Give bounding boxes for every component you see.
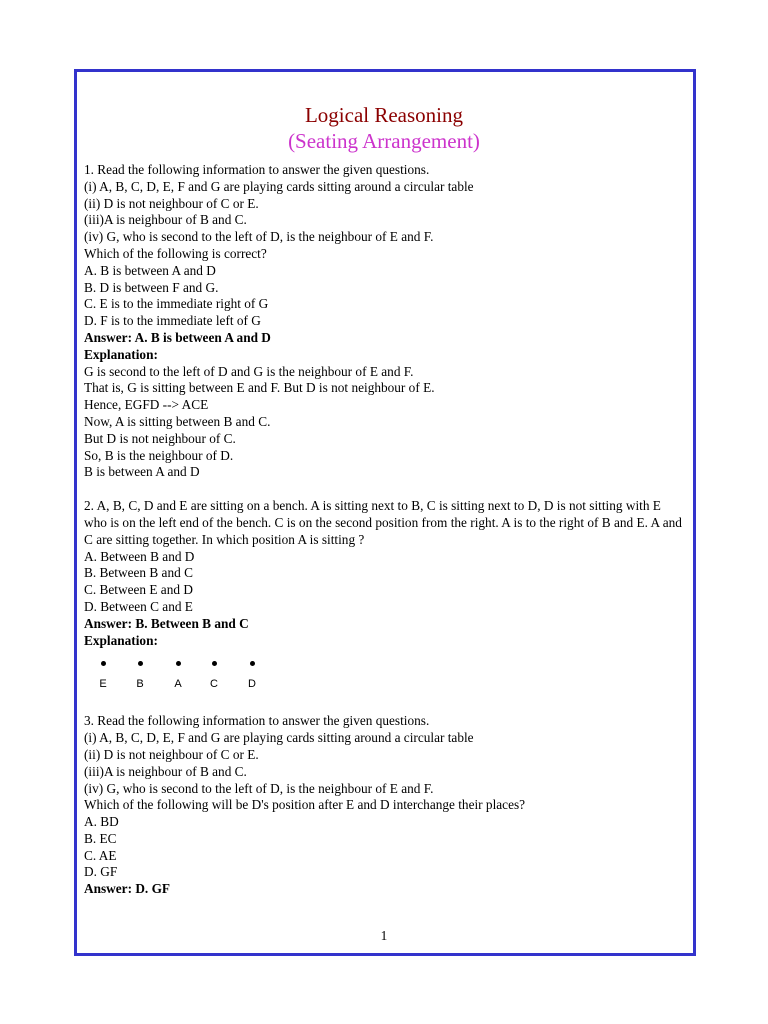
explanation-line: G is second to the left of D and G is the neighbour of E and F. <box>84 363 414 379</box>
document-body <box>84 102 684 898</box>
question-1-answer: Answer: A. B is between A and D <box>84 329 271 345</box>
question-1-option: D. F is to the immediate left of G <box>84 313 261 329</box>
question-3-option: B. EC <box>84 830 117 846</box>
question-3-line: (iv) G, who is second to the left of D, is the neighbour of E and F. <box>84 780 434 796</box>
seat-label: C <box>210 678 218 691</box>
question-1-line: (i) A, B, C, D, E, F and G are playing cards sitting around a circular table <box>84 178 474 194</box>
seat-dot <box>250 661 255 666</box>
question-2-option: D. Between C and E <box>84 598 193 614</box>
question-1-option: A. B is between A and D <box>84 262 216 278</box>
seat-dot <box>101 661 106 666</box>
explanation-line: Now, A is sitting between B and C. <box>84 413 271 429</box>
explanation-line: So, B is the neighbour of D. <box>84 447 234 463</box>
explanation-line: B is between A and D <box>84 464 200 480</box>
question-3-line: (i) A, B, C, D, E, F and G are playing cards sitting around a circular table <box>84 730 474 746</box>
question-2-option: B. Between B and C <box>84 565 193 581</box>
seat-dot <box>138 661 143 666</box>
question-2-answer: Answer: B. Between B and C <box>84 615 249 631</box>
question-3-option: D. GF <box>84 864 118 880</box>
seat-label: B <box>136 678 144 691</box>
question-1-explanation-label: Explanation: <box>84 346 158 362</box>
question-1-line: (iii)A is neighbour of B and C. <box>84 212 247 228</box>
seat <box>93 661 113 693</box>
question-1-line: 1. Read the following information to answer the given questions. <box>84 162 430 177</box>
question-1-line: Which of the following is correct? <box>84 245 267 261</box>
question-3-line: (iii)A is neighbour of B and C. <box>84 763 247 779</box>
page-title: Logical Reasoning <box>304 103 464 127</box>
seat <box>168 661 188 693</box>
question-2-explanation-label: Explanation: <box>84 632 158 648</box>
seat-label: E <box>99 678 107 691</box>
question-2 <box>84 498 684 713</box>
explanation-line: That is, G is sitting between E and F. But D is not neighbour of E. <box>84 380 435 396</box>
question-1-option: C. E is to the immediate right of G <box>84 296 269 312</box>
question-1-option: B. D is between F and G. <box>84 279 219 295</box>
question-2-option: A. Between B and D <box>84 548 195 564</box>
question-3-line: (ii) D is not neighbour of C or E. <box>84 746 259 762</box>
page-subtitle: (Seating Arrangement) <box>288 129 480 153</box>
question-3-line: 3. Read the following information to answer the given questions. <box>84 713 430 729</box>
question-3-answer: Answer: D. GF <box>84 881 171 897</box>
seat <box>242 661 262 693</box>
explanation-line: But D is not neighbour of C. <box>84 430 236 446</box>
question-1 <box>84 162 684 481</box>
seat-dot <box>212 661 217 666</box>
question-2-text: 2. A, B, C, D and E are sitting on a bench. A is sitting next to B, C is sitting next to D, D is not sitting with E who is on the left end of the bench. C is on the second position from the right. A is to the right of B and E. A and C are sitting together. In which position A is sitting ? <box>84 498 682 547</box>
explanation-line: Hence, EGFD --> ACE <box>84 397 209 413</box>
question-2-option: C. Between E and D <box>84 582 193 598</box>
seat-dot <box>176 661 181 666</box>
question-3-option: A. BD <box>84 814 119 830</box>
question-1-line: (ii) D is not neighbour of C or E. <box>84 195 259 211</box>
spacer <box>84 481 684 498</box>
question-1-line: (iv) G, who is second to the left of D, is the neighbour of E and F. <box>84 229 434 245</box>
seat-label: D <box>248 678 256 691</box>
page-number: 1 <box>380 928 388 943</box>
seat-label: A <box>174 678 182 691</box>
question-3 <box>84 713 684 898</box>
question-3-line: Which of the following will be D's position after E and D interchange their places? <box>84 797 526 813</box>
question-3-option: C. AE <box>84 847 117 863</box>
bench-seating-diagram <box>84 653 684 713</box>
seat <box>130 661 150 693</box>
seat <box>204 661 224 693</box>
